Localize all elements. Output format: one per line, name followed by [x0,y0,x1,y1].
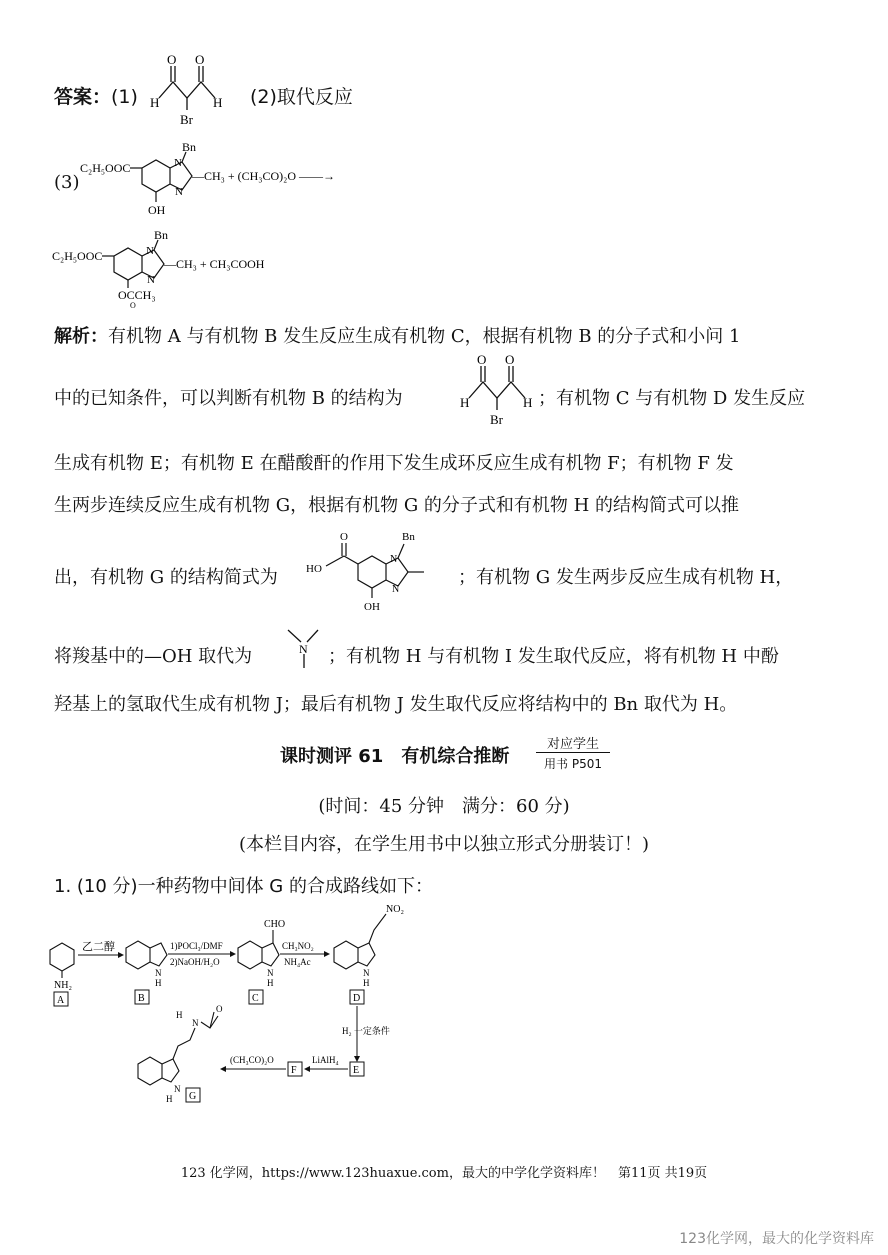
ho-label: HO [306,563,322,575]
h-label: H [267,978,274,988]
cd-reagent-2: NH₄Ac [284,957,311,967]
compound-d-label: D [353,993,361,1004]
label-o: O [195,52,205,67]
cd-reagent-1: CH₃NO₂ [282,941,314,951]
n-label: N [299,642,308,656]
watermark: 123化学网，最大的化学资料库 [679,1231,874,1247]
label-o: O [477,352,487,367]
fg-reagent: (CH₃CO)₂O [230,1055,274,1065]
analysis-line-7: 羟基上的氢取代生成有机物 J；最后有机物 J 发生取代反应将结构中的 Bn 取代为 H。 [54,694,738,715]
reactant-benzimidazole-structure [80,140,360,220]
no2-label: NO₂ [386,904,404,915]
n-label: N [192,1018,199,1028]
analysis-line-1: 有机物 A 与有机物 B 发生反应生成有机物 C，根据有机物 B 的分子式和小问 1 [108,326,741,347]
label-br: Br [180,112,193,127]
bc-reagent-2: 2)NaOH/H₂O [170,957,220,967]
n-label: N [392,584,400,595]
section-ref-top: 对应学生 [546,737,599,752]
bn-label: Bn [154,228,169,242]
label-h: H [523,395,533,410]
analysis-line-6b: ；有机物 H 与有机物 I 发生取代反应，将有机物 H 中酚 [328,646,779,667]
dimethylamino-structure [282,624,330,672]
section-ref-divider [536,752,610,753]
answer-label: 答案： [54,86,112,108]
bromomalonaldehyde-structure [145,52,225,132]
nh2-label: NH₂ [54,980,72,991]
compound-a-label: A [57,995,65,1006]
section-note: (本栏目内容，在学生用书中以独立形式分册装订！) [238,834,650,855]
analysis-line-6a: 将羧基中的—OH 取代为 [54,646,253,667]
answer-item-2: (2)取代反应 [250,86,353,108]
n-label: N [174,157,182,169]
n-label: N [147,274,155,286]
g-structure [306,526,471,614]
bn-label: Bn [402,531,415,543]
section-ref-bottom: 用书 P501 [544,757,602,771]
cho-label: CHO [264,919,286,930]
label-h: H [150,95,160,110]
analysis-line-4: 生两步连续反应生成有机物 G，根据有机物 G 的分子式和有机物 H 的结构简式可以推 [54,495,740,516]
section-title: 课时测评 61 有机综合推断 [280,746,510,767]
ab-reagent: 乙二醇 [82,941,115,953]
label-h: H [213,95,223,110]
analysis-label: 解析： [54,326,108,347]
analysis-line-2a: 中的已知条件，可以判断有机物 B 的结构为 [54,388,403,409]
n-label: N [363,968,370,978]
synthesis-scheme [40,900,460,1110]
compound-c-label: C [252,993,259,1004]
analysis-line-5a: 出，有机物 G 的结构简式为 [54,567,278,588]
ef-reagent: LiAlH₄ [312,1055,339,1065]
reaction-tail: —CH₃ + CH₃COOH [164,257,265,271]
o-label: O [340,531,348,543]
question-1-text: 1. (10 分)一种药物中间体 G 的合成路线如下： [54,876,433,897]
h-label: H [166,1094,173,1104]
label-o: O [505,352,515,367]
h-label: H [363,978,370,988]
reaction-tail: —CH₃ + (CH₃CO)₂O ——→ [192,169,335,183]
analysis-line-3: 生成有机物 E；有机物 E 在醋酸酐的作用下发生成环反应生成有机物 F；有机物 F 发 [54,453,734,474]
label-o: O [167,52,177,67]
compound-e-label: E [353,1065,360,1076]
page-footer: 123 化学网，https://www.123huaxue.com，最大的中学化学资料库！ 第11页 共19页 [180,1166,708,1181]
analysis-line-2b: ；有机物 C 与有机物 D 发生反应 [538,388,806,409]
o-label: O [216,1004,223,1014]
carbonyl-o-label: O [130,301,136,308]
product-benzimidazole-structure [52,228,352,308]
n-label: N [267,968,274,978]
label-br: Br [490,412,503,427]
n-label: N [175,186,183,198]
label-h: H [460,395,470,410]
compound-f-label: F [291,1065,297,1076]
answer-item-1: (1) [111,86,138,108]
oh-label: OH [148,203,166,217]
analysis-line-5b: ；有机物 G 发生两步反应生成有机物 H， [458,567,794,588]
oac-label: OCCH₃ [118,288,156,302]
de-reagent: H₂ 一定条件 [342,1026,390,1036]
b-structure [455,352,535,432]
n-label: N [146,245,154,257]
compound-b-label: B [138,993,145,1004]
section-time: (时间：45 分钟 满分：60 分) [318,796,570,817]
bc-reagent-1: 1)POCl₃/DMF [170,941,223,951]
n-label: N [390,554,398,565]
n-label: N [174,1084,181,1094]
ester-label: C₂H₅OOC [80,161,131,175]
h-label: H [155,978,162,988]
bn-label: Bn [182,140,197,154]
n-label: N [155,968,162,978]
ester-label: C₂H₅OOC [52,249,103,263]
h-label: H [176,1010,183,1020]
oh-label: OH [364,601,380,613]
answer-item-3: (3) [54,172,80,193]
compound-g-label: G [189,1091,197,1102]
